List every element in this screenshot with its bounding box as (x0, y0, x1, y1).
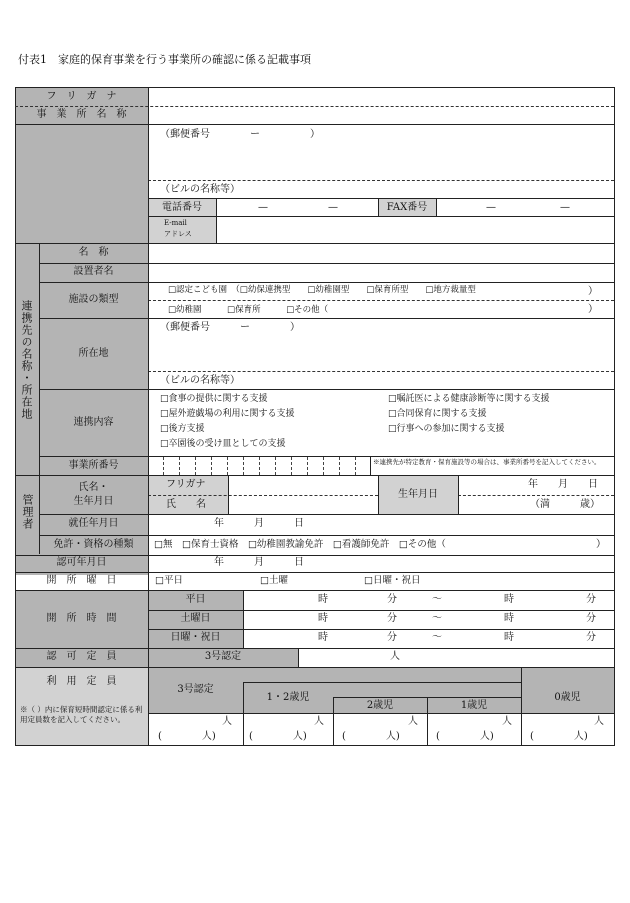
facility-type-options-2: □幼稚園 □保育所 □その他（ (168, 305, 329, 315)
appointed-date: 年 月 日 (214, 518, 304, 529)
usage-age2: 2歳児 (366, 700, 394, 711)
content-option: □合同保育に関する支援 (388, 409, 487, 419)
hours-row-saturday: 土曜日 (180, 613, 211, 624)
content-option: □嘱託医による健康診断等に関する支援 (388, 394, 550, 404)
office-building: （ビルの名称等） (160, 184, 240, 195)
label-usage: 利 用 定 員 (46, 676, 117, 687)
hours-row-holiday: 日曜・祝日 (170, 632, 221, 643)
content-option: □行事への参加に関する支援 (388, 424, 505, 434)
label-license: 免許・資格の種類 (53, 539, 134, 550)
usage-age1: 1歳児 (460, 700, 488, 711)
usage-age0: 0歳児 (554, 692, 581, 703)
label-facility-type: 施設の類型 (68, 294, 119, 305)
label-location: 所在地 (78, 348, 109, 359)
label-open-days: 開 所 曜 日 (46, 575, 117, 586)
label-tel: 電話番号 (162, 202, 202, 213)
label-manager-furigana: フリガナ (166, 479, 206, 490)
label-capacity: 認 可 定 員 (46, 651, 117, 662)
age: （満 歳） (530, 499, 600, 510)
content-option: □食事の提供に関する支援 (160, 394, 268, 404)
usage-type3: 3号認定 (177, 684, 214, 695)
label-manager-group: 管理者 (21, 494, 34, 530)
label-partner-name: 名 称 (78, 247, 109, 258)
capacity-person: 人 (390, 651, 400, 662)
label-furigana: フ リ ガ ナ (46, 91, 117, 102)
capacity-type3: 3号認定 (204, 651, 242, 662)
office-no-note: ※連携先が特定教育・保育施設等の場合は、事業所番号を記入してください。 (373, 458, 601, 466)
usage-note: ※（ ）内に保育短時間認定に係る利用定員数を記入してください。 (20, 705, 143, 724)
label-appointed: 就任年月日 (68, 518, 119, 529)
open-day-sunday: □日曜・祝日 (364, 575, 421, 586)
partner-building: （ビルの名称等） (160, 375, 240, 386)
usage-age12: 1・2歳児 (266, 692, 310, 703)
label-founder: 設置者名 (73, 266, 114, 277)
content-option: □屋外遊戯場の利用に関する支援 (160, 409, 295, 419)
office-postal: （郵便番号 ー ） (160, 129, 320, 140)
label-hours: 開 所 時 間 (46, 613, 117, 624)
label-office-no: 事業所番号 (68, 460, 119, 471)
open-day-weekday: □平日 (155, 575, 183, 586)
label-birth: 生年月日 (398, 489, 438, 500)
label-manager-name: 氏 名 (166, 499, 206, 510)
approval-date: 年 月 日 (214, 557, 304, 568)
label-office-name: 事 業 所 名 称 (36, 109, 127, 120)
partner-postal: （郵便番号 ー ） (160, 322, 300, 333)
open-day-saturday: □土曜 (260, 575, 288, 586)
label-content: 連携内容 (73, 417, 114, 428)
label-email: E-mail (164, 219, 187, 227)
label-partner-group: 連携先の名称・所在地 (20, 300, 33, 420)
content-option: □卒園後の受け皿としての支援 (160, 439, 286, 449)
content-option: □後方支援 (160, 424, 205, 434)
label-approval-date: 認可年月日 (56, 557, 107, 568)
birth-ymd: 年 月 日 (528, 479, 598, 490)
form-title: 付表1 家庭的保育事業を行う事業所の確認に係る記載事項 (18, 53, 311, 66)
label-fax: FAX番号 (386, 202, 428, 213)
license-options: □無 □保育士資格 □幼稚園教諭免許 □看護師免許 □その他（ (154, 539, 446, 550)
label-name-birth: 氏名・ (78, 482, 109, 493)
hours-row-weekday: 平日 (185, 594, 206, 605)
facility-type-options-1: □認定こども園 （□幼保連携型 □幼稚園型 □保育所型 □地方裁量型 (168, 285, 476, 295)
